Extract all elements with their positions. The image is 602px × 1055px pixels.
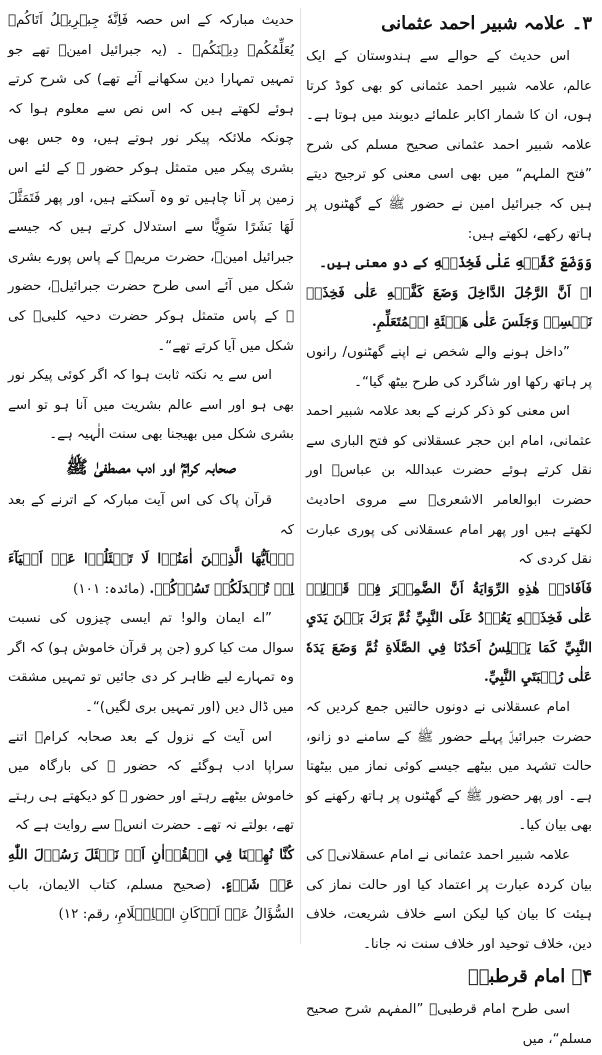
arabic-quote: وَوَضَعَ كَفَّيۡهِ عَلٰى فَخِذَيۡهِ کے دو معنی ہیں۔ [319,255,592,272]
paragraph: اس حدیث کے حوالے سے ہندوستان کے ایک عالم، علامہ شبیر احمد عثمانی کو بھی کوڈ کرتا ہوں، ان کا شمار اکابر علمائے دیوبند میں ہوتا ہے۔ علامہ شبیر احمد عثمانی صحیح مسلم کی شرح ”فتح الملہم“ میں بھی اسی معنی کو ترجیح دیتے ہیں کہ جبرائیل امین نے حضور ﷺ کے گھٹنوں پر ہاتھ رکھے، لکھتے ہیں: [306,49,592,242]
verse-reference: (مائدہ: ۱۰۱) [73,580,145,597]
arabic-verse [8,545,294,604]
paragraph: علامہ شبیر احمد عثمانی نے امام عسقلانیؒ کی بیان کردہ عبارت پر اعتماد کیا اور حالت نماز کی ہیئت کا بیان کیا لیکن اسے خلاف شریعت، خلاف دین، خلاف توحید اور خلاف سنت نہ جانا۔ [306,848,592,952]
arabic-quote: ا۔ اَنَّ الرَّجُلَ الدَّاخِلَ وَضَعَ كَفَّيۡهِ عَلٰى فَخِذَيۡ نَفۡسِهٖ وَجَلَسَ عَلٰى هَيۡئَةِ الۡمُتَعَلِّمِ. [306,284,592,331]
verse-text: يٰۤاَيُّهَا الَّذِيۡنَ اٰمَنُوۡا لَا تَسۡئَلُوۡا عَنۡ اَشۡيَآءَ اِنۡ تُبۡدَلَكُمۡ تَسُؤۡكُمۡ. [8,551,294,597]
section-heading-4: ۴۔ امام قرطبیؒ [467,966,592,988]
paragraph: اس سے یہ نکتہ ثابت ہوا کہ اگر کوئی پیکر نور بھی ہو اور اسے عالم بشریت میں آنا ہو تو اسے بشری شکل میں بھیجنا بھی سنت الٰہیہ ہے۔ [8,368,294,443]
paragraph: قرآن پاک کی اس آیت مبارکہ کے اترنے کے بعد کہ [8,492,294,538]
translation-paragraph: ”داخل ہونے والے شخص نے اپنے گھٹنوں/ رانوں پر ہاتھ رکھا اور شاگرد کی طرح بیٹھ گیا“۔ [306,344,592,390]
arabic-hadith [8,841,294,930]
paragraph: اسی طرح امام قرطبیؒ ”المفہم شرح صحیح مسلم“، میں [306,1002,592,1047]
column-divider [300,8,301,944]
arabic-quote: فَاَفَادَتۡ هٰذِهِ الرِّوَايَةُ اَنَّ الضَّمِيۡرَ فِيۡ قَوۡلِهٖ عَلٰى فَخِذَيۡهِ يَعُوۡدُ عَلَى النَّبِيِّ ثُمَّ بَرَكَ بَيۡنَ يَدَيِ النَّبِيِّ كَمَا يَجۡلِسُ اَحَدُنَا فِي الصَّلَاةِ ثُمَّ وَضَعَ يَدَهٗ عَلٰى رُكۡبَتَيِ النَّبِيِّ. [306,580,592,686]
section-heading-3: ۳۔ علامہ شبیر احمد عثمانی [381,13,592,34]
right-column [306,6,592,1047]
paragraph: اس آیت کے نزول کے بعد صحابہ کرامؓ اتنے سراپا ادب ہوگئے کہ حضور ﷺ کی بارگاہ میں خاموش بیٹھے رہتے اور حضور ﷺ کو دیکھتے ہی رہتے تھے، بولتے نہ تھے۔ حضرت انسؓ سے روایت ہے کہ [8,729,294,834]
hadith-text: كُنَّا نُهِيۡنَا فِي الۡقُرۡاٰنِ اَنۡ نَسۡئَلَ رَسُوۡلَ اللّٰهِ عَنۡ شَيۡءٍ. [8,847,295,893]
translation-paragraph: ”اے ایمان والو! تم ایسی چیزوں کی نسبت سوال مت کیا کرو (جن پر قرآن خاموش ہو) کہ اگر وہ تمہارے لیے ظاہر کر دی جائیں تو تمہیں مشقت میں ڈال دیں (اور تمہیں بری لگیں)“۔ [8,611,294,716]
section-heading-adab: صحابہ کرامؓ اور ادب مصطفیٰ ﷺ [66,456,236,478]
paragraph: حدیث مبارکہ کے اس حصہ فَاِنَّهٗ جِبۡرِيۡلُ اَتَاكُمۡ يُعَلِّمُكُمۡ دِيۡنَكُمۡ ۔ (یہ جبرائیل امینؑ تھے جو تمہیں تمہارا دین سکھانے آئے تھے) کی شرح کرتے ہوئے لکھتے ہیں کہ اس نص سے معلوم ہوا کہ چونکہ ملائکہ پیکر نور ہوتے ہیں، وہ جس بھی بشری پیکر میں متمثل ہوکر حضور ﷺ کے لئے اس زمین پر آنا چاہیں تو وہ آسکتے ہیں، اور پھر فَتَمَثَّلَ لَهَا بَشَرًا سَوِيًّا سے استدلال کرتے ہیں کہ جیسے جبرائیل امینؑ، حضرت مریمؑ کے پاس پورے بشری شکل میں آئے اسی طرح حضرت جبرائیلؑ، حضور ﷺ کے پاس متمثل ہوکر حضرت دحیہ کلبیؓ کی شکل میں آیا کرتے تھے“۔ [8,13,294,354]
paragraph: امام عسقلانی نے دونوں حالتیں جمع کردیں کہ حضرت جبرائیلؑ پہلے حضور ﷺ کے سامنے دو زانو، حالت تشہد میں بیٹھے جیسے کوئی نماز میں بیٹھتا ہے۔ اور پھر حضور ﷺ کے گھٹنوں پر ہاتھ رکھنے کو بھی بیان کیا۔ [306,700,592,834]
hadith-reference: (صحیح مسلم، کتاب الایمان، باب السُّؤَالُ عَنۡ اَرۡكَانِ الۡاِسۡلَامِ، رقم: ۱۲) [8,876,294,923]
paragraph: اس معنی کو ذکر کرنے کے بعد علامہ شبیر احمد عثمانی، امام ابن حجر عسقلانی کو فتح الباری سے نقل کرتے ہوئے حضرت عبداللہ بن عباسؓ اور حضرت ابوالعامر الاشعریؓ سے مروی احادیث لکھتے ہیں اور پھر امام عسقلانی کی پوری عبارت نقل کردی کہ [306,404,592,568]
left-column [8,6,294,946]
